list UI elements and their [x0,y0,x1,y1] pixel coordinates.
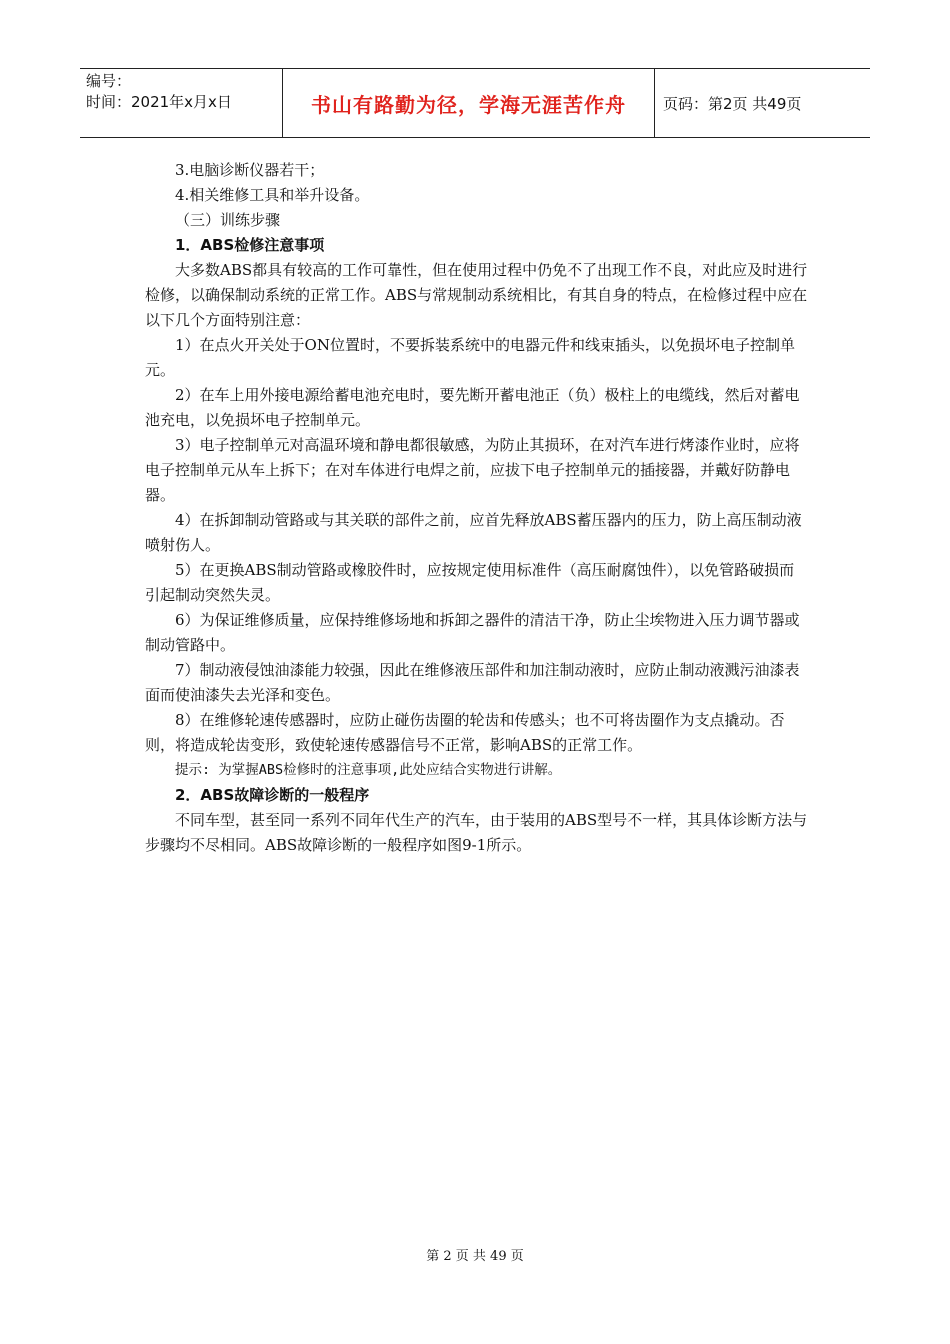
document-number-label: 编号： [86,72,132,90]
header-middle-cell [283,69,655,137]
note-item-1: 1）在点火开关处于ON位置时，不要拆装系统中的电器元件和线束插头，以免损坏电子控制单元。 [145,336,795,379]
note-item-6: 6）为保证维修质量，应保持维修场地和拆卸之器件的清洁干净，防止尘埃物进入压力调节器或制动管路中。 [145,611,800,654]
header-motto: 书山有路勤为径，学海无涯苦作舟 [311,92,626,117]
tip-note: 提示: 为掌握ABS检修时的注意事项,此处应结合实物进行讲解。 [175,762,562,778]
page-header [80,68,870,138]
note-item-2: 2）在车上用外接电源给蓄电池充电时，要先断开蓄电池正（负）极柱上的电缆线，然后对蓄电池充电，以免损坏电子控制单元。 [145,386,800,429]
note-item-5: 5）在更换ABS制动管路或橡胶件时，应按规定使用标准件（高压耐腐蚀件），以免管路破损而引起制动突然失灵。 [145,561,795,604]
paragraph-intro: 大多数ABS都具有较高的工作可靠性，但在使用过程中仍免不了出现工作不良，对此应及时进行检修，以确保制动系统的正常工作。ABS与常规制动系统相比，有其自身的特点，在检修过程中应在以下几个方面特别注意： [145,261,808,329]
subheading-abs-maintenance-notes: 1．ABS检修注意事项 [175,236,325,254]
list-item-tools-4: 4.相关维修工具和举升设备。 [175,186,370,204]
list-item-tools-3: 3.电脑诊断仪器若干； [175,161,325,179]
note-item-8: 8）在维修轮速传感器时，应防止碰伤齿圈的轮齿和传感头；也不可将齿圈作为支点撬动。否则，将造成轮齿变形，致使轮速传感器信号不正常，影响ABS的正常工作。 [145,711,785,754]
document-date: 时间：2021年x月x日 [86,93,232,111]
note-item-3: 3）电子控制单元对高温环境和静电都很敏感，为防止其损环，在对汽车进行烤漆作业时，应将电子控制单元从车上拆下；在对车体进行电焊之前，应拔下电子控制单元的插接器，并戴好防静电器。 [145,436,800,504]
document-body [145,158,808,858]
section-heading-training-steps: （三）训练步骤 [175,211,281,229]
header-page-info: 页码：第2页 共49页 [663,94,802,113]
header-left-cell [80,69,283,137]
header-right-cell [655,69,870,137]
subheading-abs-diagnosis-procedure: 2．ABS故障诊断的一般程序 [175,786,370,804]
page-footer: 第 2 页 共 49 页 [426,1249,524,1264]
note-item-4: 4）在拆卸制动管路或与其关联的部件之前，应首先释放ABS蓄压器内的压力，防上高压制动液喷射伤人。 [145,511,802,554]
paragraph-diagnosis: 不同车型，甚至同一系列不同年代生产的汽车，由于装用的ABS型号不一样，其具体诊断方法与步骤均不尽相同。ABS故障诊断的一般程序如图9-1所示。 [145,811,808,854]
note-item-7: 7）制动液侵蚀油漆能力较强，因此在维修液压部件和加注制动液时，应防止制动液溅污油漆表面而使油漆失去光泽和变色。 [145,661,800,704]
